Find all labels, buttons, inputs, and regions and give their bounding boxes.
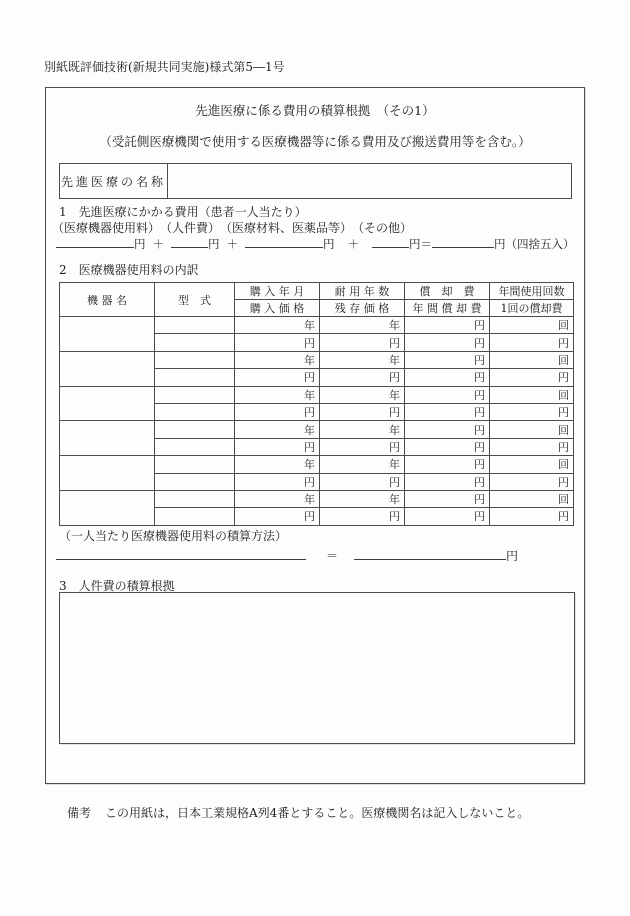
document-subtitle: （受託側医療機関で使用する医療機器等に係る費用及び搬送費用等を含む。） <box>99 134 531 149</box>
per-use-depreciation-cell: 円 <box>490 403 574 420</box>
residual-value-cell: 円 <box>320 369 405 386</box>
annual-uses-cell: 回 <box>490 421 574 438</box>
other-fee-blank <box>372 234 409 248</box>
per-use-depreciation-cell: 円 <box>490 508 574 525</box>
depreciation-cell: 円 <box>405 351 490 368</box>
header-purchase-price: 購 入 価 格 <box>235 300 320 317</box>
residual-value-cell: 円 <box>320 438 405 455</box>
header-annual-depreciation: 年 間 償 却 費 <box>405 300 490 317</box>
header-model: 型 式 <box>155 283 235 317</box>
per-use-depreciation-cell: 円 <box>490 334 574 351</box>
plus-sign: ＋ <box>226 237 238 251</box>
advanced-medical-name-value <box>168 164 571 198</box>
yen-unit: 円 <box>208 237 220 251</box>
table-row <box>60 490 574 507</box>
plus-sign: ＋ <box>152 237 164 251</box>
annual-uses-cell: 回 <box>490 386 574 403</box>
annual-depreciation-cell: 円 <box>405 438 490 455</box>
yen-unit: 円 <box>134 237 146 251</box>
purchase-date-cell: 年 <box>235 456 320 473</box>
remarks-text: この用紙は，日本工業規格A列4番とすること。医療機関名は記入しないこと。 <box>105 806 530 820</box>
residual-value-cell: 円 <box>320 403 405 420</box>
remarks-note <box>67 804 529 821</box>
method-expression-blank <box>56 546 306 560</box>
medical-device-fee-table <box>59 282 574 526</box>
depreciation-cell: 円 <box>405 456 490 473</box>
residual-value-cell: 円 <box>320 508 405 525</box>
model-cell <box>155 403 235 420</box>
header-residual-value: 残 存 価 格 <box>320 300 405 317</box>
header-per-use-depreciation: 1回の償却費 <box>490 300 574 317</box>
annual-depreciation-cell: 円 <box>405 334 490 351</box>
rounding-note: 円（四捨五入） <box>494 237 575 251</box>
model-cell <box>155 369 235 386</box>
machine-name-cell <box>60 421 155 456</box>
annual-depreciation-cell: 円 <box>405 473 490 490</box>
model-cell <box>155 351 235 368</box>
table-row <box>60 421 574 438</box>
personnel-cost-basis-box <box>59 592 575 744</box>
model-cell <box>155 438 235 455</box>
annual-depreciation-cell: 円 <box>405 403 490 420</box>
useful-years-cell: 年 <box>320 421 405 438</box>
annual-uses-cell: 回 <box>490 317 574 334</box>
section1-heading: 1 先進医療にかかる費用（患者一人当たり） <box>59 205 307 219</box>
header-purchase-date: 購 入 年 月 <box>235 283 320 300</box>
yen-unit: 円 <box>323 237 335 251</box>
useful-years-cell: 年 <box>320 317 405 334</box>
machine-name-cell <box>60 490 155 525</box>
advanced-medical-name-label: 先進医療の名称 <box>60 164 168 198</box>
remarks-label: 備考 <box>67 806 92 820</box>
annual-uses-cell: 回 <box>490 351 574 368</box>
table-header-row-1 <box>60 283 574 300</box>
per-patient-method-label: （一人当たり医療機器使用料の積算方法） <box>59 529 288 543</box>
section1-cost-formula <box>56 234 575 252</box>
total-fee-blank <box>432 234 494 248</box>
purchase-price-cell: 円 <box>235 334 320 351</box>
section1-category-labels: （医療機器使用料） （人件費） （医療材料、医薬品等） （その他） <box>52 221 413 235</box>
purchase-price-cell: 円 <box>235 369 320 386</box>
depreciation-cell: 円 <box>405 421 490 438</box>
residual-value-cell: 円 <box>320 334 405 351</box>
annual-depreciation-cell: 円 <box>405 369 490 386</box>
depreciation-cell: 円 <box>405 317 490 334</box>
useful-years-cell: 年 <box>320 456 405 473</box>
model-cell <box>155 490 235 507</box>
document-title: 先進医療に係る費用の積算根拠 （その1） <box>195 103 435 118</box>
header-depreciation: 償 却 費 <box>405 283 490 300</box>
header-machine-name: 機 器 名 <box>60 283 155 317</box>
method-result-blank <box>354 546 506 560</box>
plus-sign: ＋ <box>347 237 359 251</box>
per-patient-method-formula <box>56 546 518 565</box>
personnel-fee-blank <box>171 234 208 248</box>
purchase-price-cell: 円 <box>235 473 320 490</box>
annual-uses-cell: 回 <box>490 490 574 507</box>
model-cell <box>155 317 235 334</box>
device-fee-blank <box>56 234 134 248</box>
residual-value-cell: 円 <box>320 473 405 490</box>
machine-name-cell <box>60 351 155 386</box>
useful-years-cell: 年 <box>320 386 405 403</box>
table-row <box>60 456 574 473</box>
depreciation-cell: 円 <box>405 490 490 507</box>
section2-heading: 2 医療機器使用料の内訳 <box>59 263 199 277</box>
model-cell <box>155 508 235 525</box>
purchase-price-cell: 円 <box>235 403 320 420</box>
per-use-depreciation-cell: 円 <box>490 438 574 455</box>
per-use-depreciation-cell: 円 <box>490 473 574 490</box>
form-number: 別紙既評価技術(新規共同実施)様式第5―1号 <box>44 60 285 74</box>
model-cell <box>155 473 235 490</box>
machine-name-cell <box>60 456 155 491</box>
model-cell <box>155 456 235 473</box>
purchase-date-cell: 年 <box>235 490 320 507</box>
table-row <box>60 386 574 403</box>
annual-depreciation-cell: 円 <box>405 508 490 525</box>
depreciation-cell: 円 <box>405 386 490 403</box>
materials-fee-blank <box>245 234 323 248</box>
useful-years-cell: 年 <box>320 490 405 507</box>
yen-equals: 円＝ <box>409 237 432 251</box>
annual-uses-cell: 回 <box>490 456 574 473</box>
machine-name-cell <box>60 317 155 352</box>
header-annual-uses: 年間使用回数 <box>490 283 574 300</box>
per-use-depreciation-cell: 円 <box>490 369 574 386</box>
purchase-date-cell: 年 <box>235 386 320 403</box>
yen-unit: 円 <box>506 549 519 563</box>
purchase-price-cell: 円 <box>235 438 320 455</box>
header-useful-years: 耐 用 年 数 <box>320 283 405 300</box>
table-row <box>60 317 574 334</box>
model-cell <box>155 334 235 351</box>
advanced-medical-name-field <box>59 163 572 199</box>
model-cell <box>155 421 235 438</box>
model-cell <box>155 386 235 403</box>
equals-sign: ＝ <box>326 549 339 563</box>
section3-heading: 3 人件費の積算根拠 <box>59 579 175 593</box>
purchase-date-cell: 年 <box>235 421 320 438</box>
form-outer-frame <box>45 87 585 784</box>
purchase-date-cell: 年 <box>235 317 320 334</box>
machine-name-cell <box>60 386 155 421</box>
useful-years-cell: 年 <box>320 351 405 368</box>
purchase-price-cell: 円 <box>235 508 320 525</box>
purchase-date-cell: 年 <box>235 351 320 368</box>
table-row <box>60 351 574 368</box>
